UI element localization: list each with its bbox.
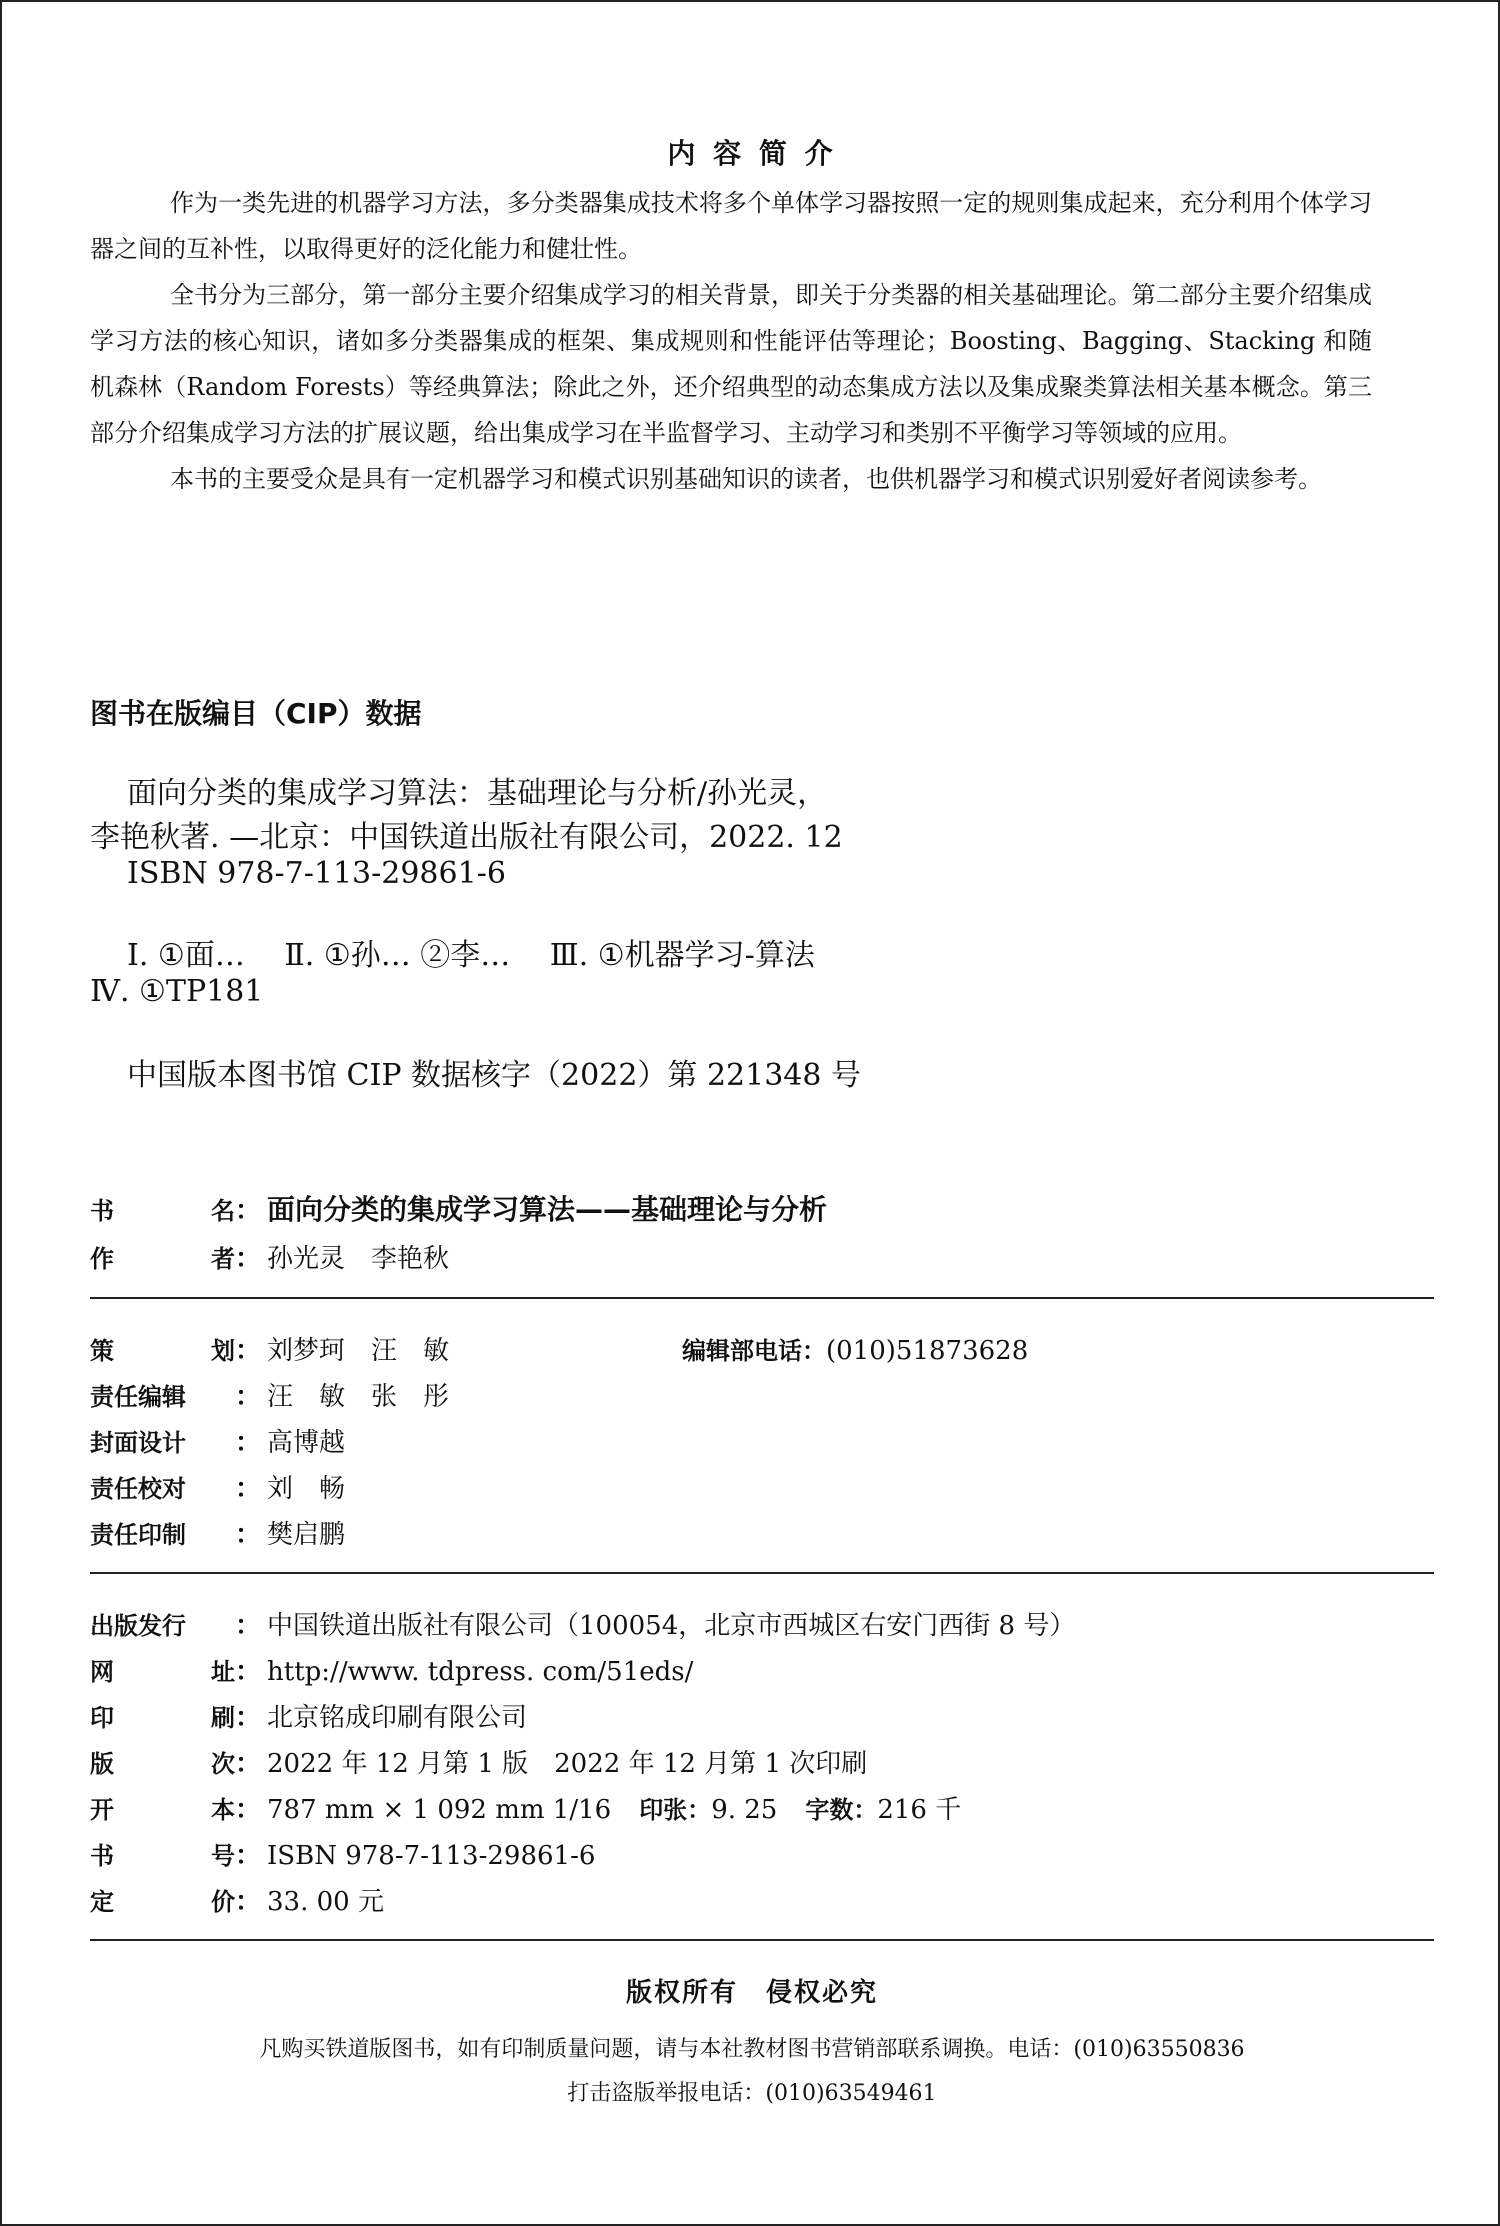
cip-line-2: 李艳秋著. —北京：中国铁道出版社有限公司，2022. 12 <box>90 820 843 855</box>
summary-paragraph-1: 作为一类先进的机器学习方法，多分类器集成技术将多个单体学习器按照一定的规则集成起来，充分利用个体学习器之间的互补性，以取得更好的泛化能力和健壮性。 <box>90 189 1372 263</box>
phone-label: 编辑部电话： <box>682 1337 827 1365</box>
price-value: 33. 00 元 <box>267 1887 384 1917</box>
website-value: http://www. tdpress. com/51eds/ <box>267 1657 694 1687</box>
author-label: 作 者 <box>90 1245 235 1273</box>
print-staff-value: 樊启鹏 <box>267 1520 346 1550</box>
divider-3 <box>90 1939 1434 1941</box>
cover-value: 高博越 <box>267 1428 346 1458</box>
cip-title: 图书在版编目（CIP）数据 <box>90 697 422 730</box>
cover-label: 封面设计 <box>90 1429 186 1457</box>
website-label: 网 址 <box>90 1658 235 1686</box>
edition-row: 版 次 ： 2022 年 12 月第 1 版 2022 年 12 月第 1 次印刷 <box>90 1743 867 1780</box>
format-label: 开 本 <box>90 1796 235 1824</box>
proof-row: 责任校对 ： 刘 畅 <box>90 1468 345 1505</box>
sheets-value: 9. 25 <box>711 1795 778 1825</box>
summary-paragraph-3: 本书的主要受众是具有一定机器学习和模式识别基础知识的读者，也供机器学习和模式识别爱好者阅读参考。 <box>170 465 1322 493</box>
website-row: 网 址 ： http://www. tdpress. com/51eds/ <box>90 1651 693 1688</box>
piracy-report-notice: 打击盗版举报电话：(010)63549461 <box>567 2081 937 2106</box>
divider-1 <box>90 1297 1434 1299</box>
cip-line-1: 面向分类的集成学习算法：基础理论与分析/孙光灵， <box>127 776 828 811</box>
price-row: 定 价 ： 33. 00 元 <box>90 1881 384 1918</box>
printer-label: 印 刷 <box>90 1704 235 1732</box>
words-label: 字数： <box>805 1796 878 1824</box>
publisher-value: 中国铁道出版社有限公司（100054，北京市西城区右安门西街 8 号） <box>267 1611 1076 1641</box>
planner-label: 策 划 <box>90 1337 235 1365</box>
editor-row: 责任编辑 ： 汪 敏 张 彤 <box>90 1376 449 1413</box>
copyright-notice: 版权所有 侵权必究 <box>625 1978 878 2008</box>
summary-paragraph-2: 全书分为三部分，第一部分主要介绍集成学习的相关背景，即关于分类器的相关基础理论。第二部分主要介绍集成学习方法的核心知识，诸如多分类器集成的框架、集成规则和性能评估等理论；Boosting、Bagging、Stacking 和随机森林（Random Forests）等经典算法；除此之外，还介绍典型的动态集成方法以及集成聚类算法相关基本概念。第三部分介绍集成学习方法的扩展议题，给出集成学习在半监督学习、主动学习和类别不平衡学习等领域的应用。 <box>90 281 1372 447</box>
isbn-value: ISBN 978-7-113-29861-6 <box>267 1841 596 1871</box>
words-value: 216 千 <box>877 1795 962 1825</box>
cip-line-3: ISBN 978-7-113-29861-6 <box>127 856 506 891</box>
author-row: 作 者 ： 孙光灵 李艳秋 <box>90 1238 449 1275</box>
divider-2 <box>90 1572 1434 1574</box>
summary-body <box>90 180 1372 502</box>
book-title-value: 面向分类的集成学习算法——基础理论与分析 <box>267 1193 828 1226</box>
edition-label: 版 次 <box>90 1750 235 1778</box>
summary-title: 内 容 简 介 <box>667 137 837 170</box>
printer-value: 北京铭成印刷有限公司 <box>267 1703 528 1733</box>
isbn-label: 书 号 <box>90 1842 235 1870</box>
cip-line-5: Ⅳ. ①TP181 <box>90 974 264 1009</box>
author-value: 孙光灵 李艳秋 <box>267 1244 450 1274</box>
edition-value: 2022 年 12 月第 1 版 2022 年 12 月第 1 次印刷 <box>267 1749 868 1779</box>
cip-line-4: Ⅰ. ①面… Ⅱ. ①孙… ②李… Ⅲ. ①机器学习-算法 <box>127 938 815 973</box>
format-row: 开 本 ： 787 mm × 1 092 mm 1/16 印张： 9. 25 字数： 216 千 <box>90 1789 961 1826</box>
print-staff-label: 责任印制 <box>90 1521 186 1549</box>
format-value: 787 mm × 1 092 mm 1/16 <box>267 1795 612 1825</box>
cip-line-6: 中国版本图书馆 CIP 数据核字（2022）第 221348 号 <box>127 1058 862 1093</box>
quality-notice: 凡购买铁道版图书，如有印制质量问题，请与本社教材图书营销部联系调换。电话：(010)63550836 <box>259 2037 1245 2062</box>
proof-label: 责任校对 <box>90 1475 186 1503</box>
book-title-label: 书 名 <box>90 1197 235 1225</box>
phone-value: (010)51873628 <box>826 1336 1029 1366</box>
planner-row: 策 划 ： 刘梦珂 汪 敏 编辑部电话： (010)51873628 <box>90 1330 1028 1367</box>
sheets-label: 印张： <box>639 1796 712 1824</box>
publisher-row: 出版发行 ： 中国铁道出版社有限公司（100054，北京市西城区右安门西街 8 号） <box>90 1605 1075 1642</box>
editor-value: 汪 敏 张 彤 <box>267 1382 450 1412</box>
planner-value: 刘梦珂 汪 敏 <box>267 1336 450 1366</box>
book-title-row: 书 名 ： 面向分类的集成学习算法——基础理论与分析 <box>90 1188 827 1228</box>
proof-value: 刘 畅 <box>267 1474 346 1504</box>
printer-row: 印 刷 ： 北京铭成印刷有限公司 <box>90 1697 527 1734</box>
price-label: 定 价 <box>90 1888 235 1916</box>
cover-row: 封面设计 ： 高博越 <box>90 1422 345 1459</box>
isbn-row: 书 号 ： ISBN 978-7-113-29861-6 <box>90 1835 595 1872</box>
editor-label: 责任编辑 <box>90 1383 186 1411</box>
publisher-label: 出版发行 <box>90 1612 186 1640</box>
print-staff-row: 责任印制 ： 樊启鹏 <box>90 1514 345 1551</box>
